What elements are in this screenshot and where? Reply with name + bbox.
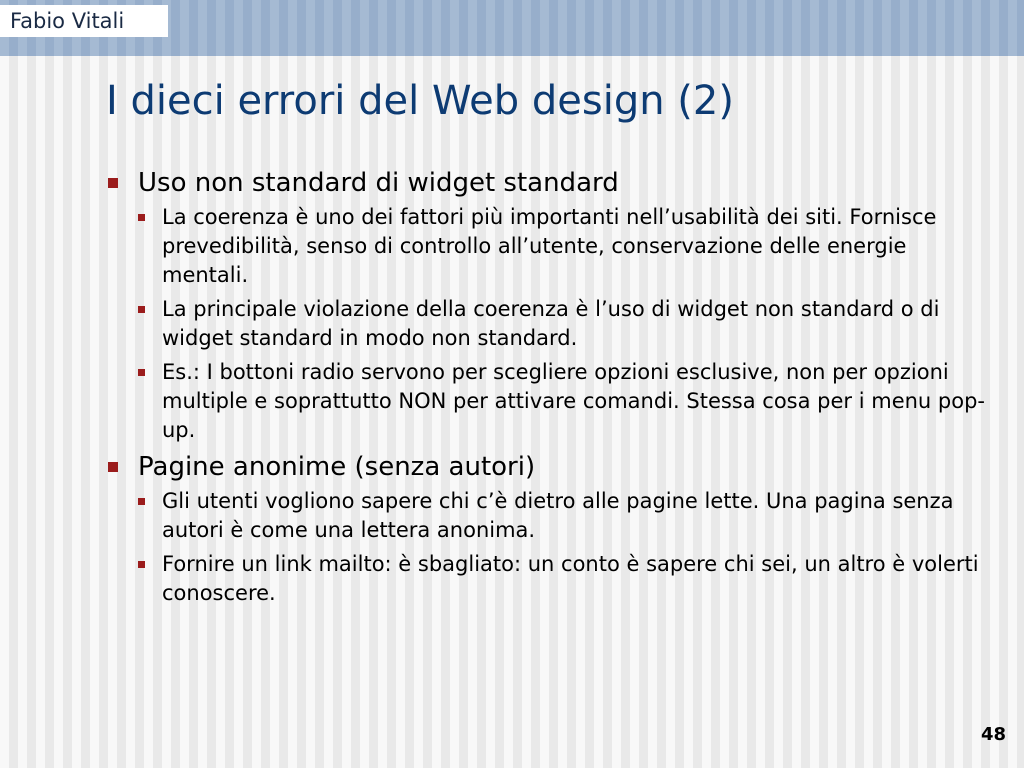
square-bullet-icon bbox=[138, 369, 145, 376]
section-heading-text: Pagine anonime (senza autori) bbox=[138, 452, 536, 482]
square-bullet-icon bbox=[108, 462, 118, 472]
square-bullet-icon bbox=[138, 214, 145, 221]
section-heading bbox=[108, 450, 988, 484]
list-item bbox=[138, 550, 988, 608]
sub-bullet-list bbox=[138, 487, 988, 608]
list-item-text: Es.: I bottoni radio servono per scegliere opzioni esclusive, non per opzioni multiple e soprattutto NON per attivare comandi. Stessa cosa per i menu pop-up. bbox=[162, 360, 985, 442]
sub-bullet-list bbox=[138, 203, 988, 445]
square-bullet-icon bbox=[138, 498, 145, 505]
list-item-text: La principale violazione della coerenza è l’uso di widget non standard o di widget standard in modo non standard. bbox=[162, 297, 940, 350]
section-heading-text: Uso non standard di widget standard bbox=[138, 168, 619, 198]
slide-title: I dieci errori del Web design (2) bbox=[106, 78, 734, 124]
square-bullet-icon bbox=[138, 306, 145, 313]
list-item bbox=[138, 203, 988, 290]
list-item-text: La coerenza è uno dei fattori più importanti nell’usabilità dei siti. Fornisce prevedibilità, senso di controllo all’utente, conservazione delle energie mentali. bbox=[162, 205, 937, 287]
square-bullet-icon bbox=[138, 561, 145, 568]
page-number: 48 bbox=[980, 724, 1006, 745]
list-item-text: Fornire un link mailto: è sbagliato: un conto è sapere chi sei, un altro è volerti conoscere. bbox=[162, 552, 979, 605]
list-item-text: Gli utenti vogliono sapere chi c’è dietro alle pagine lette. Una pagina senza autori è come una lettera anonima. bbox=[162, 489, 954, 542]
list-item bbox=[138, 487, 988, 545]
author-label: Fabio Vitali bbox=[0, 5, 168, 37]
list-item bbox=[138, 295, 988, 353]
square-bullet-icon bbox=[108, 178, 118, 188]
list-item bbox=[138, 358, 988, 445]
section-heading bbox=[108, 166, 988, 200]
slide-content bbox=[108, 166, 988, 613]
